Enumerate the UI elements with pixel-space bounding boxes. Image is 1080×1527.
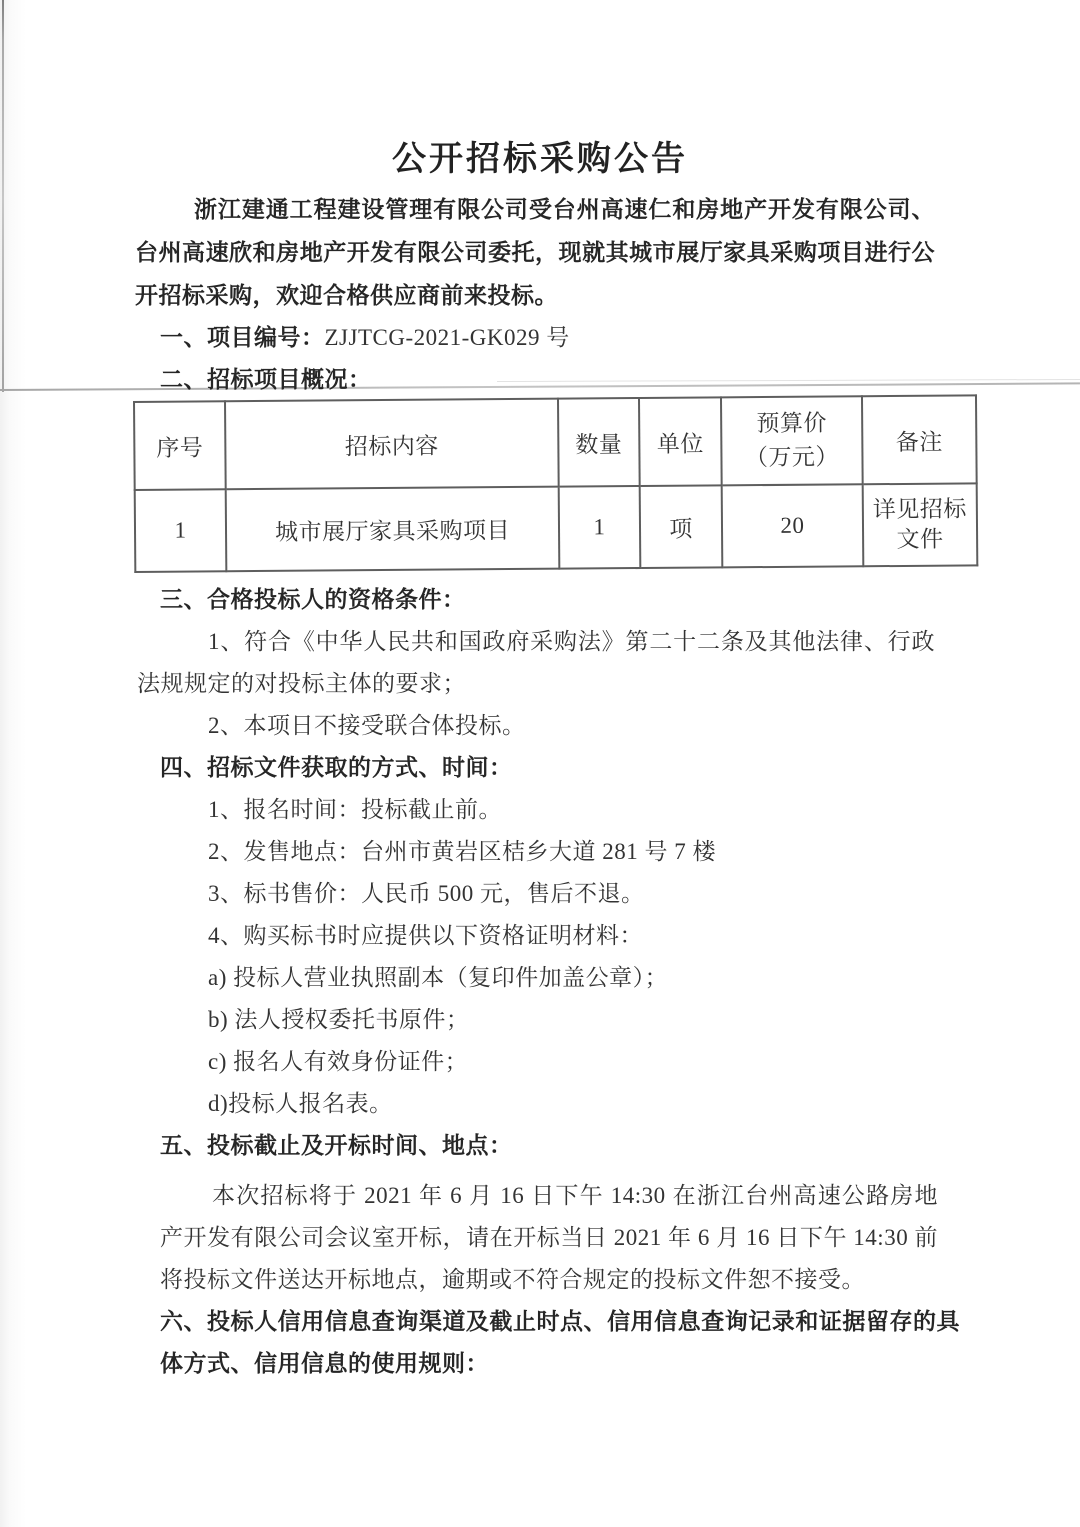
section-3-item-1: 1、符合《中华人民共和国政府采购法》第二十二条及其他法律、行政法规规定的对投标主体的要求； [137, 629, 935, 696]
table-row [135, 483, 978, 572]
intro-paragraph: 浙江建通工程建设管理有限公司受台州高速仁和房地产开发有限公司、台州高速欣和房地产开发有限公司委托，现就其城市展厅家具采购项目进行公开招标采购，欢迎合格供应商前来投标。 [135, 197, 935, 308]
col-header-content: 招标内容 [225, 399, 559, 490]
section-1-label: 一、项目编号： [160, 325, 325, 350]
page-title: 公开招标采购公告 [392, 141, 688, 178]
section-4-item-4: 4、购买标书时应提供以下资格证明材料： [208, 923, 643, 948]
section-3-item-2: 2、本项日不接受联合体投标。 [208, 713, 526, 738]
section-6-heading: 六、投标人信用信息查询渠道及截止时点、信用信息查询记录和证据留存的具体方式、信用信息的使用规则： [160, 1309, 960, 1376]
table-header-row [134, 395, 977, 490]
section-4-subitem-a: a) 投标人营业执照副本（复印件加盖公章）； [208, 965, 669, 990]
cell-unit: 项 [640, 485, 723, 568]
section-4-subitem-b: b) 法人授权委托书原件； [208, 1007, 470, 1032]
section-project-number [160, 317, 1080, 359]
section-4-item-2: 2、发售地点：台州市黄岩区桔乡大道 281 号 7 楼 [208, 839, 716, 864]
cell-budget: 20 [722, 484, 864, 567]
project-number-value: ZJJTCG-2021-GK029 号 [324, 325, 570, 350]
cell-remark: 详见招标文件 [863, 483, 978, 566]
cell-content: 城市展厅家具采购项目 [226, 487, 560, 572]
section-4-item-3: 3、标书售价：人民币 500 元，售后不退。 [208, 881, 645, 906]
section-4-heading: 四、招标文件获取的方式、时间： [160, 755, 513, 780]
col-header-budget: 预算价 （万元） [721, 396, 863, 485]
section-4-subitem-d: d)投标人报名表。 [208, 1091, 393, 1116]
section-4-subitem-c: c) 报名人有效身份证件； [208, 1049, 469, 1074]
section-5-heading: 五、投标截止及开标时间、地点： [160, 1133, 513, 1158]
col-header-remark: 备注 [862, 395, 977, 484]
col-header-quantity: 数量 [558, 398, 640, 487]
cell-seq: 1 [135, 489, 227, 572]
tender-overview-table [133, 395, 967, 573]
cell-quantity: 1 [559, 486, 641, 569]
col-header-unit: 单位 [639, 397, 722, 486]
section-4-item-1: 1、报名时间：投标截止前。 [208, 797, 502, 822]
section-2-heading: 二、招标项目概况： [160, 367, 372, 392]
section-3-heading: 三、合格投标人的资格条件： [160, 587, 466, 612]
col-header-seq: 序号 [134, 401, 226, 490]
section-5-paragraph: 本次招标将于 2021 年 6 月 16 日下午 14:30 在浙江台州高速公路房地产开发有限公司会议室开标，请在开标当日 2021 年 6 月 16 日下午 14:30 前将投标文件送达开标地点，逾期或不符合规定的投标文件恕不接受。 [160, 1183, 938, 1292]
